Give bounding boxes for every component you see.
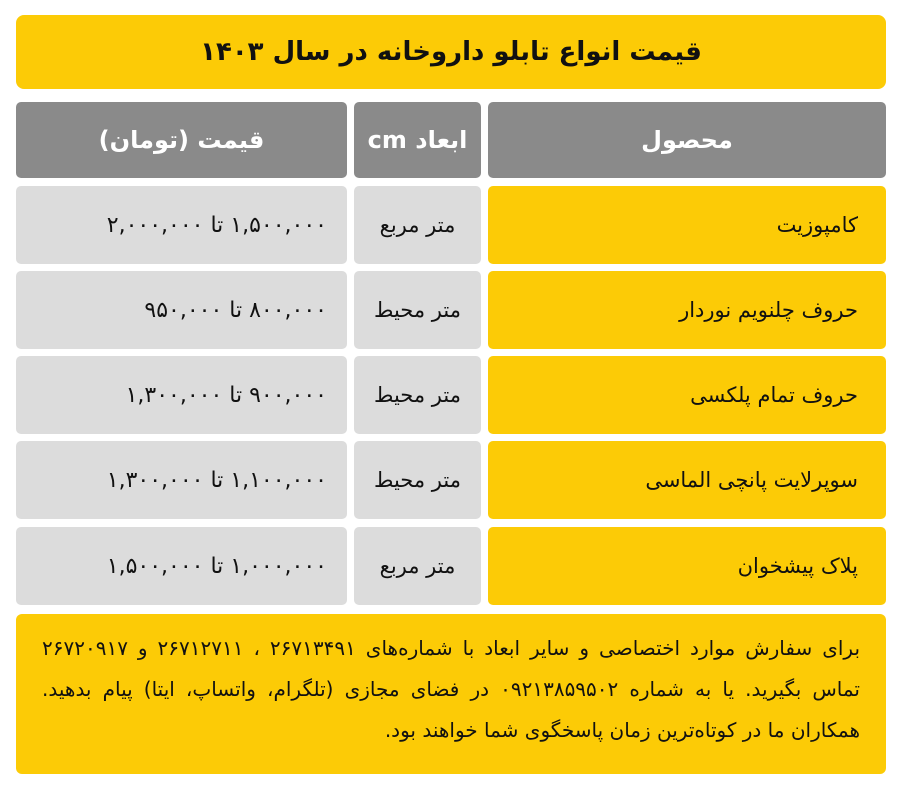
contact-note: برای سفارش موارد اختصاصی و سایر ابعاد با شماره‌های ۲۶۷۱۳۴۹۱ ، ۲۶۷۱۲۷۱۱ و ۲۶۷۲۰۹۱۷ تماس بگیرید. یا به شماره ۰۹۲۱۳۸۵۹۵۰۲ در فضای مجازی (تلگرام، واتساپ، ایتا) پیام بدهید. همکاران ما در کوتاه‌ترین زمان پاسخگوی شما خواهند بود.	[16, 614, 886, 774]
dimension-cell: متر محیط	[354, 271, 481, 349]
dimension-cell: متر مربع	[354, 527, 481, 605]
dimension-cell: متر محیط	[354, 441, 481, 519]
header-price: قیمت (تومان)	[16, 102, 347, 178]
product-cell: پلاک پیشخوان	[488, 527, 886, 605]
product-cell: سوپرلایت پانچی الماسی	[488, 441, 886, 519]
price-cell: ۱,۰۰۰,۰۰۰ تا ۱,۵۰۰,۰۰۰	[16, 527, 347, 605]
product-cell: حروف چلنویم نوردار	[488, 271, 886, 349]
dimension-cell: متر مربع	[354, 186, 481, 264]
header-dimension: ابعاد cm	[354, 102, 481, 178]
product-cell: حروف تمام پلکسی	[488, 356, 886, 434]
table-row	[0, 356, 900, 434]
price-cell: ۸۰۰,۰۰۰ تا ۹۵۰,۰۰۰	[16, 271, 347, 349]
price-cell: ۱,۱۰۰,۰۰۰ تا ۱,۳۰۰,۰۰۰	[16, 441, 347, 519]
price-cell: ۱,۵۰۰,۰۰۰ تا ۲,۰۰۰,۰۰۰	[16, 186, 347, 264]
table-row	[0, 271, 900, 349]
table-row	[0, 186, 900, 264]
product-cell: کامپوزیت	[488, 186, 886, 264]
table-row	[0, 441, 900, 519]
price-cell: ۹۰۰,۰۰۰ تا ۱,۳۰۰,۰۰۰	[16, 356, 347, 434]
dimension-cell: متر محیط	[354, 356, 481, 434]
header-product: محصول	[488, 102, 886, 178]
table-header	[0, 102, 900, 178]
table-row	[0, 527, 900, 605]
page-title: قیمت انواع تابلو داروخانه در سال ۱۴۰۳	[16, 15, 886, 89]
